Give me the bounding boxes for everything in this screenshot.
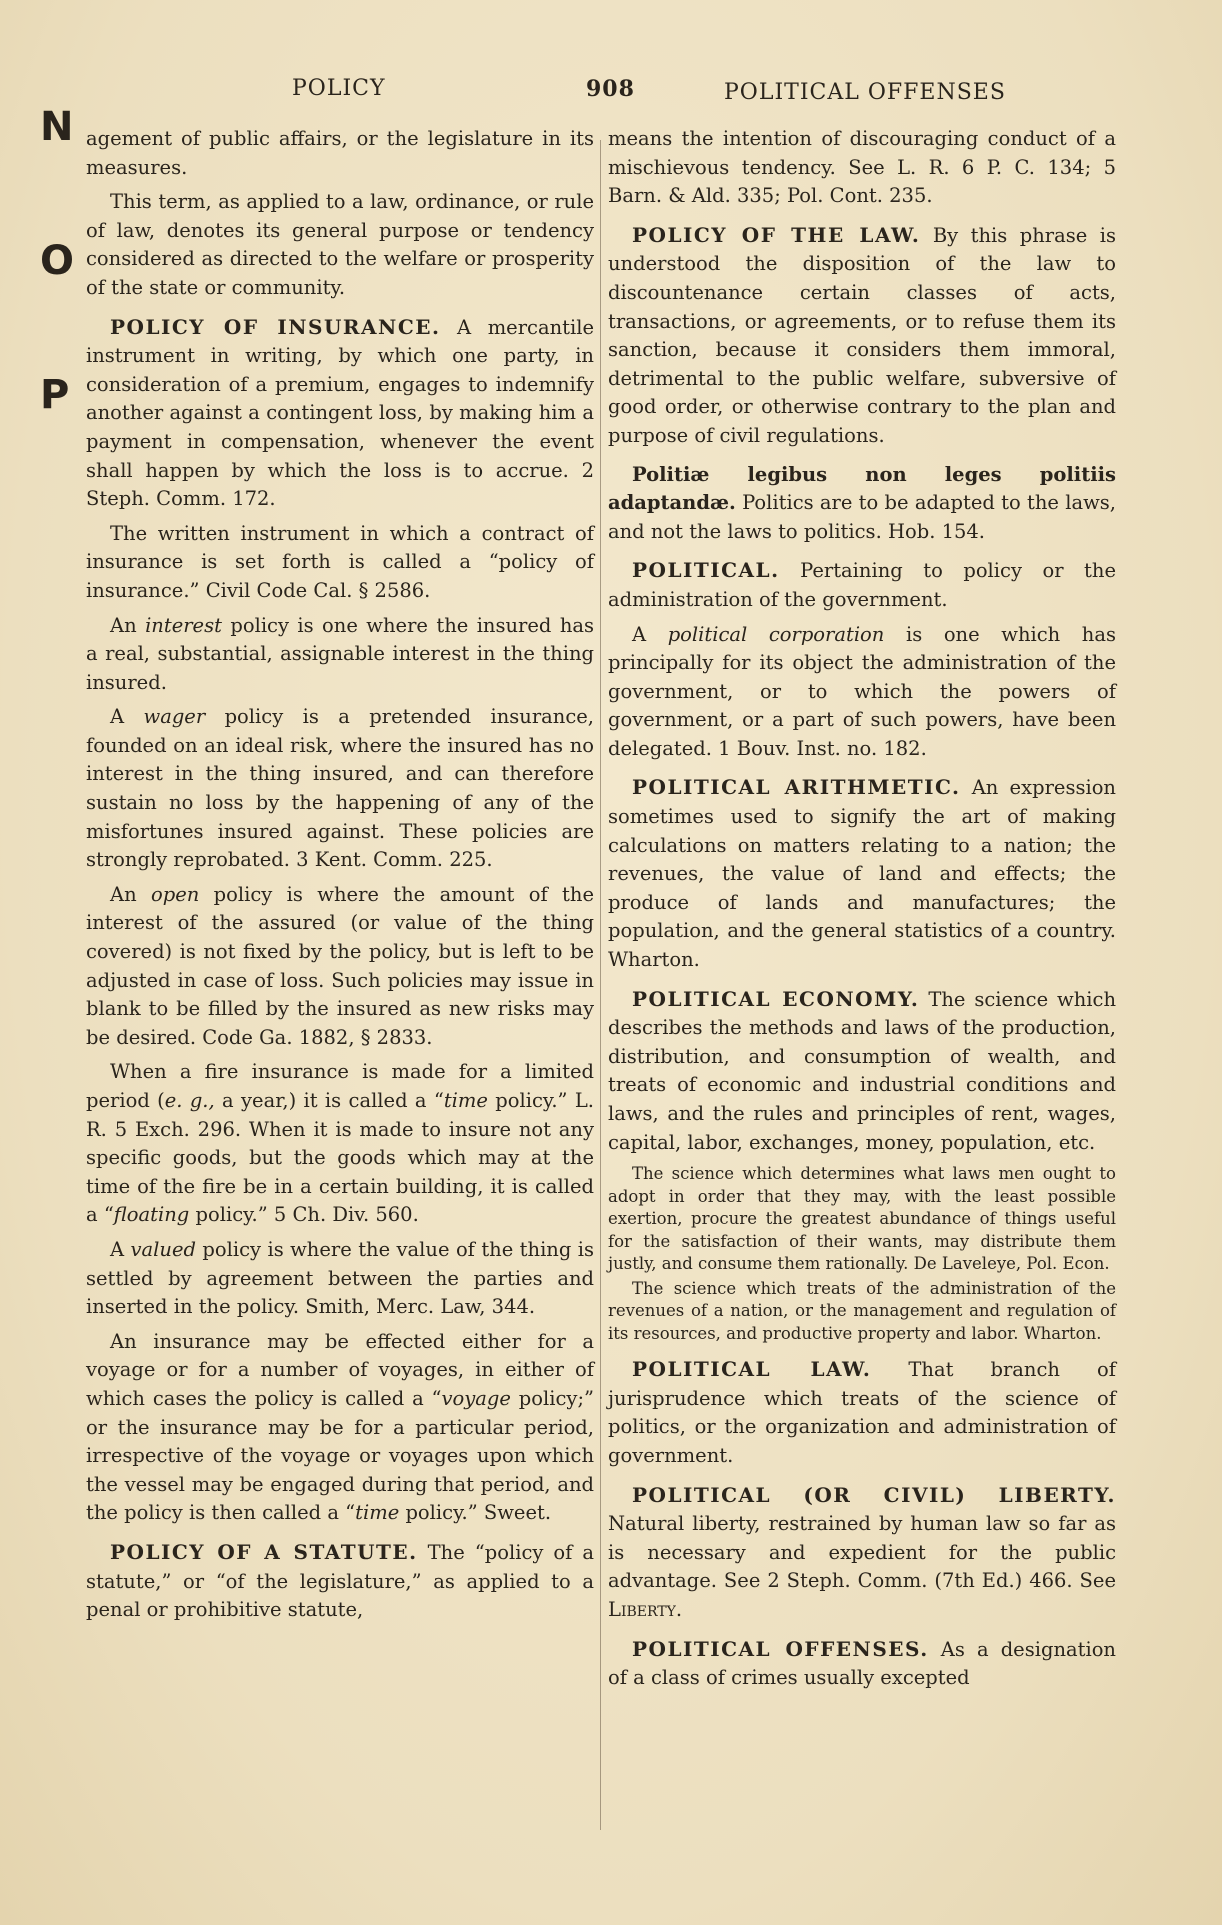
- paragraph-valued-policy: [86, 1236, 594, 1322]
- thumb-index-letter-n[interactable]: N: [40, 104, 74, 150]
- italic-term: open: [151, 882, 200, 906]
- entry-term: POLITICAL OFFENSES.: [632, 1636, 929, 1661]
- paragraph-interest-policy: [86, 612, 594, 698]
- entry-term: POLITICAL LAW.: [632, 1357, 872, 1382]
- italic-term: floating: [113, 1203, 190, 1227]
- column-divider: [600, 140, 601, 1830]
- entry-term: POLITICAL ECONOMY.: [632, 986, 920, 1011]
- maxim-latin: Politiæ legibus non leges politiis adaptandæ.: [608, 462, 1116, 515]
- paragraph-time-floating-policy: [86, 1058, 594, 1230]
- italic-term: valued: [130, 1237, 196, 1261]
- paragraph: The written instrument in which a contract of insurance is set forth is called a “policy of insurance.” Civil Code Cal. § 2586.: [86, 521, 594, 602]
- paragraph-wager-policy: [86, 703, 594, 875]
- entry-definition: That branch of jurisprudence which treats of the science of politics, or the organization and administration of government.: [608, 1358, 1116, 1467]
- italic-term: voyage: [441, 1386, 511, 1410]
- header-left-guideword: POLICY: [292, 76, 386, 101]
- text: An: [110, 882, 151, 906]
- left-column: [86, 125, 594, 1631]
- text: A: [110, 705, 144, 729]
- entry-policy-of-a-statute: [86, 1538, 594, 1625]
- thumb-index-letter-o[interactable]: O: [40, 238, 75, 284]
- right-column: [608, 125, 1116, 1699]
- paragraph: This term, as applied to a law, ordinance, or rule of law, denotes its general purpose or tendency considered as directed to the welfare or prosperity of the state or community.: [86, 190, 594, 299]
- italic-term: e. g.,: [164, 1089, 215, 1112]
- entry-political-liberty: [608, 1481, 1116, 1625]
- text: policy is where the value of the thing is settled by agreement between the parties and inserted in the policy. Smith, Merc. Law, 344.: [86, 1237, 595, 1319]
- italic-term: wager: [143, 705, 206, 729]
- text: An insurance may be effected either for a voyage or for a number of voyages, in either of which cases the policy is called a “: [86, 1329, 594, 1410]
- continued-text: means the intention of discouraging conduct of a mischievous tendency. See L. R. 6 P. C. 134; 5 Barn. & Ald. 335; Pol. Cont. 235.: [608, 127, 1116, 208]
- entry-term: POLITICAL ARITHMETIC.: [632, 775, 961, 800]
- italic-term: time: [355, 1501, 400, 1525]
- text: An: [110, 613, 146, 637]
- entry-political-arithmetic: [608, 773, 1116, 974]
- text: a year,) it is called a “: [214, 1089, 444, 1112]
- entry-political-offenses: [608, 1635, 1116, 1693]
- cross-reference[interactable]: Liberty: [608, 1597, 676, 1621]
- entry-political-law: [608, 1355, 1116, 1470]
- text: .: [675, 1597, 683, 1621]
- continued-text: agement of public affairs, or the legislature in its measures.: [86, 127, 594, 179]
- text: policy is where the amount of the interest of the assured (or value of the thing covered) is not fixed by the policy, but is left to be adjusted in case of loss. Such policies may issue in blank to be filled by the insured as new risks may be desired. Code Ga. 1882, § 2833.: [86, 882, 594, 1049]
- entry-definition: A mercantile instrument in writing, by which one party, in consideration of a premium, engages to indemnify another against a contingent loss, by making him a payment in compensation, whenever the event shall happen by which the loss is to accrue. 2 Steph. Comm. 172.: [86, 315, 594, 511]
- entry-term: POLITICAL (OR CIVIL) LIBERTY.: [632, 1482, 1116, 1507]
- entry-policy-of-insurance: [86, 313, 594, 514]
- entry-definition: Pertaining to policy or the administration of the government.: [608, 559, 1116, 611]
- quotation: The science which determines what laws men ought to adopt in order that they may, with the least possible exertion, procure the greatest abundance of things useful for the satisfaction of their wants, may distribute them justly, and consume them rationally. De Laveleye, Pol. Econ.: [608, 1164, 1116, 1274]
- entry-term: POLICY OF A STATUTE.: [110, 1539, 418, 1564]
- text: policy.” Sweet.: [399, 1501, 552, 1525]
- paragraph-open-policy: [86, 881, 594, 1053]
- entry-definition: Natural liberty, restrained by human law so far as is necessary and expedient for the public advantage. See 2 Steph. Comm. (7th Ed.) 466. See: [608, 1512, 1116, 1593]
- entry-term: POLICY OF THE LAW.: [632, 222, 921, 247]
- text: policy;” or the insurance may be for a particular period, irrespective of the voyage or voyages upon which the vessel may be engaged during that period, and the policy is then called a “: [86, 1386, 594, 1525]
- text: When a fire insurance is made for a limited period (: [86, 1060, 594, 1112]
- text: A: [110, 1237, 131, 1261]
- entry-definition: The science which describes the methods and laws of the production, distribution, and consumption of wealth, and treats of economic and industrial conditions and laws, and the rules and principles of rent, wages, capital, labor, exchanges, money, population, etc.: [608, 987, 1116, 1154]
- running-header: [0, 70, 1222, 110]
- entry-political-economy: [608, 985, 1116, 1158]
- paragraph-political-corporation: [608, 621, 1116, 764]
- maxim-translation: Politics are to be adapted to the laws, and not the laws to politics. Hob. 154.: [608, 491, 1116, 543]
- paragraph-voyage-policy: [86, 1328, 594, 1528]
- text: policy.” 5 Ch. Div. 560.: [189, 1203, 419, 1227]
- italic-term: time: [443, 1089, 488, 1112]
- entry-political: [608, 556, 1116, 614]
- text: is one which has principally for its object the administration of the government, or to which the powers of government, or a part of such powers, have been delegated. 1 Bouv. Inst. no. 182.: [608, 622, 1117, 760]
- entry-definition: As a designation of a class of crimes usually excepted: [608, 1637, 1116, 1690]
- entry-definition: An expression sometimes used to signify the art of making calculations on matters relating to a nation; the revenues, the value of land and effects; the produce of lands and manufactures; the population, and the general statistics of a country. Wharton.: [608, 776, 1116, 972]
- text: policy is a pretended insurance, founded on an ideal risk, where the insured has no interest in the thing insured, and can therefore sustain no loss by the happening of any of the misfortunes insured against. These policies are strongly reprobated. 3 Kent. Comm. 225.: [86, 705, 595, 872]
- entry-term: POLITICAL.: [632, 558, 780, 583]
- header-right-guideword: POLITICAL OFFENSES: [724, 80, 1006, 105]
- text: policy is one where the insured has a real, substantial, assignable interest in the thing insured.: [86, 613, 595, 694]
- page-number: 908: [586, 76, 635, 102]
- italic-term: interest: [145, 613, 222, 637]
- text: policy.” L. R. 5 Exch. 296. When it is made to insure not any specific goods, but the goods which may at the time of the fire be in a certain building, it is called a “: [86, 1089, 594, 1227]
- text: A: [632, 622, 668, 646]
- thumb-index-letter-p[interactable]: P: [40, 372, 70, 418]
- entry-definition: By this phrase is understood the disposition of the law to discountenance certain classes of acts, transactions, or agreements, or to refuse them its sanction, because it considers them immoral, detrimental to the public welfare, subversive of good order, or otherwise contrary to the plan and purpose of civil regulations.: [608, 223, 1116, 447]
- legal-maxim: [608, 461, 1116, 547]
- entry-policy-of-the-law: [608, 221, 1116, 451]
- entry-definition: The “policy of a statute,” or “of the legislature,” as applied to a penal or prohibitive statute,: [86, 1540, 595, 1622]
- italic-term: political corporation: [667, 622, 885, 646]
- entry-term: POLICY OF INSURANCE.: [110, 314, 441, 339]
- quotation: The science which treats of the administration of the revenues of a nation, or the management and regulation of its resources, and productive property and labor. Wharton.: [608, 1278, 1116, 1343]
